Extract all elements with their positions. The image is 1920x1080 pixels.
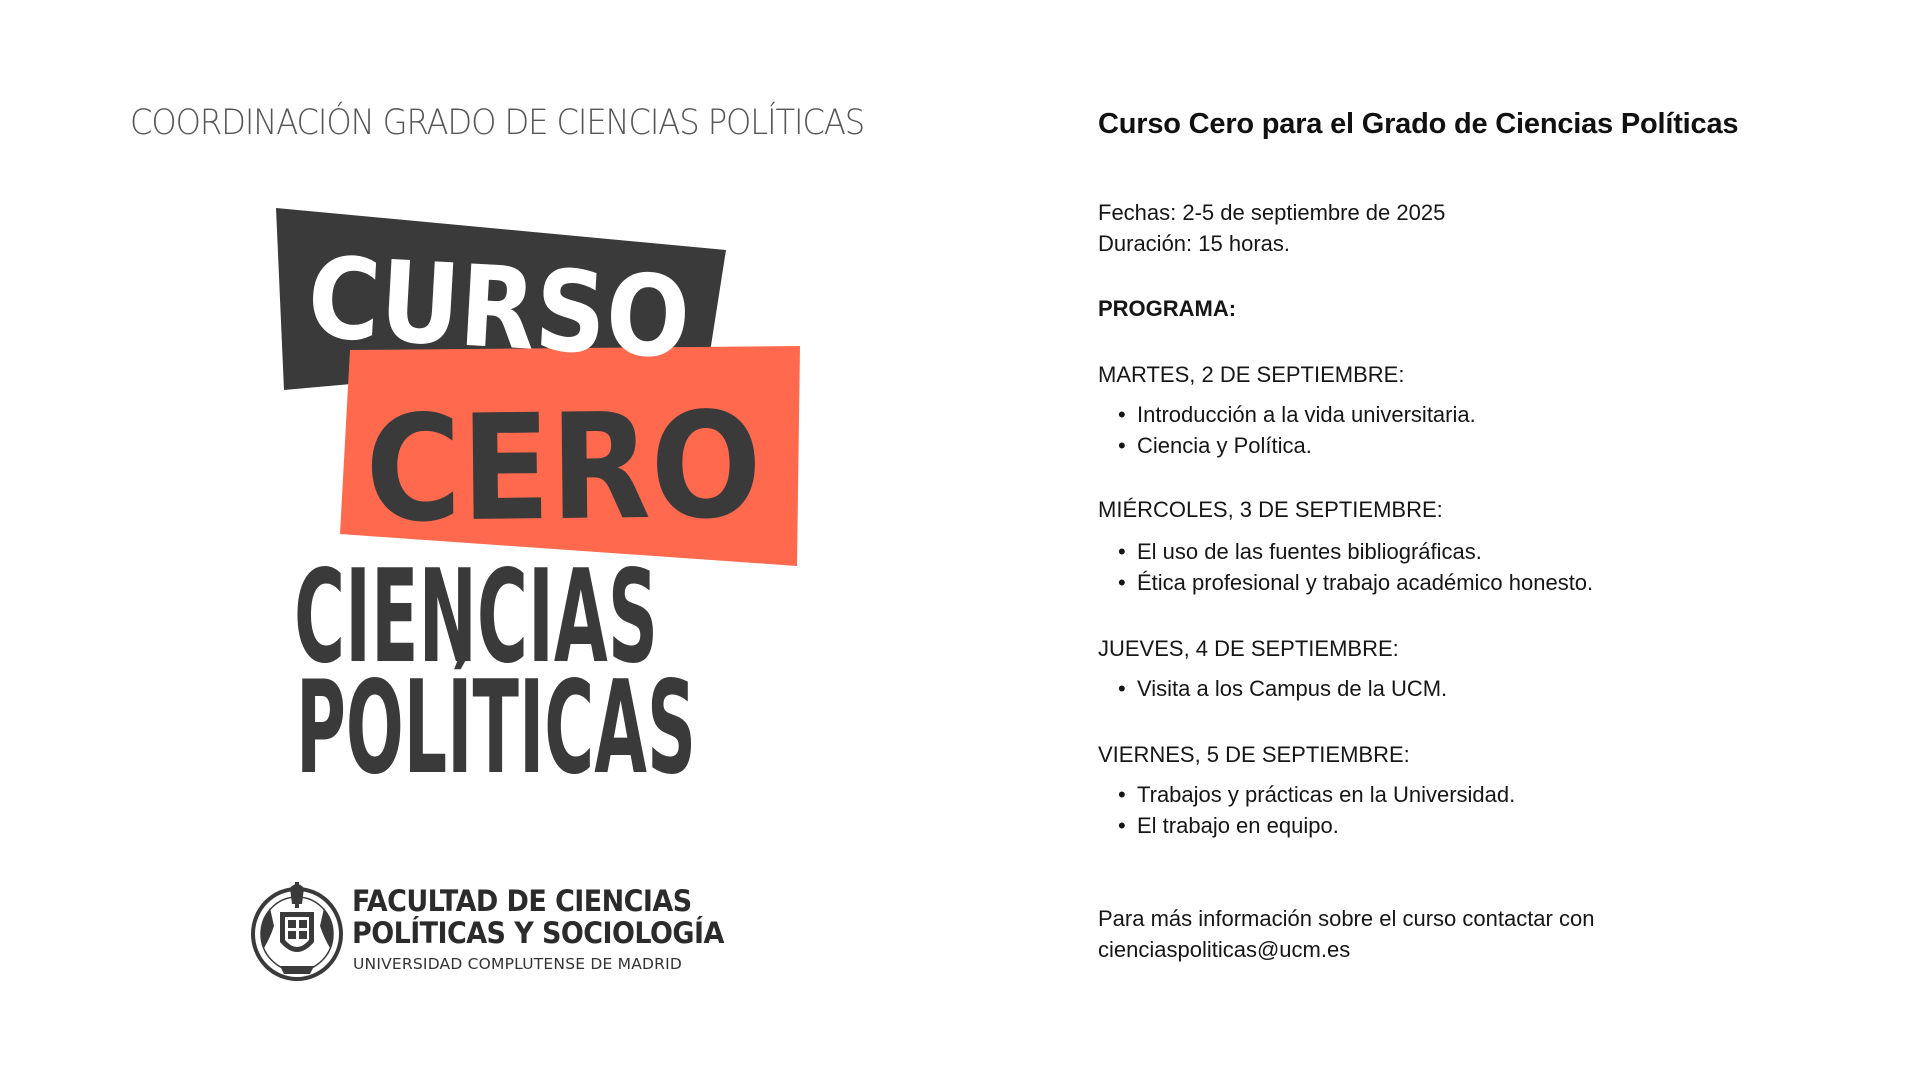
poster-word-politicas: POLÍTICAS	[296, 654, 1048, 803]
list-item: • Trabajos y prácticas en la Universidad.	[1098, 779, 1878, 810]
day-items	[1098, 399, 1878, 461]
poster-word-curso: CURSO	[304, 233, 747, 388]
poster-word-ciencias: CIENCIAS	[294, 543, 658, 692]
faculty-name-line2: POLÍTICAS Y SOCIOLOGÍA	[352, 916, 724, 950]
course-duration: Duración: 15 horas.	[1098, 231, 1290, 256]
curso-cero-poster	[270, 200, 1048, 803]
day-items	[1098, 536, 1878, 598]
contact-text: Para más información sobre el curso contactar con	[1098, 906, 1595, 931]
list-item: • Ética profesional y trabajo académico honesto.	[1098, 567, 1878, 598]
course-dates: Fechas: 2-5 de septiembre de 2025	[1098, 200, 1446, 225]
ucm-seal-icon	[250, 878, 344, 982]
list-item: • Introducción a la vida universitaria.	[1098, 399, 1878, 430]
day-heading: VIERNES, 5 DE SEPTIEMBRE:	[1098, 742, 1410, 767]
day-items	[1098, 779, 1878, 841]
list-item: • Visita a los Campus de la UCM.	[1098, 673, 1878, 704]
course-details	[1098, 197, 1878, 965]
course-info-panel	[1098, 108, 1878, 965]
faculty-logo	[250, 878, 770, 988]
list-item: • El trabajo en equipo.	[1098, 810, 1878, 841]
day-heading: MARTES, 2 DE SEPTIEMBRE:	[1098, 362, 1405, 387]
poster-graphic	[270, 200, 1048, 803]
faculty-name-line1: FACULTAD DE CIENCIAS	[352, 884, 692, 918]
poster-word-cero: CERO	[364, 380, 810, 555]
contact-email[interactable]: cienciaspoliticas@ucm.es	[1098, 937, 1351, 962]
course-title: Curso Cero para el Grado de Ciencias Políticas	[1098, 108, 1739, 140]
list-item: • Ciencia y Política.	[1098, 430, 1878, 461]
university-name: UNIVERSIDAD COMPLUTENSE DE MADRID	[353, 955, 683, 973]
day-heading: MIÉRCOLES, 3 DE SEPTIEMBRE:	[1098, 497, 1443, 522]
program-heading: PROGRAMA:	[1098, 296, 1237, 321]
list-item: • El uso de las fuentes bibliográficas.	[1098, 536, 1878, 567]
day-heading: JUEVES, 4 DE SEPTIEMBRE:	[1098, 636, 1399, 661]
coordination-heading: COORDINACIÓN GRADO DE CIENCIAS POLÍTICAS	[130, 103, 865, 143]
day-items	[1098, 673, 1878, 704]
